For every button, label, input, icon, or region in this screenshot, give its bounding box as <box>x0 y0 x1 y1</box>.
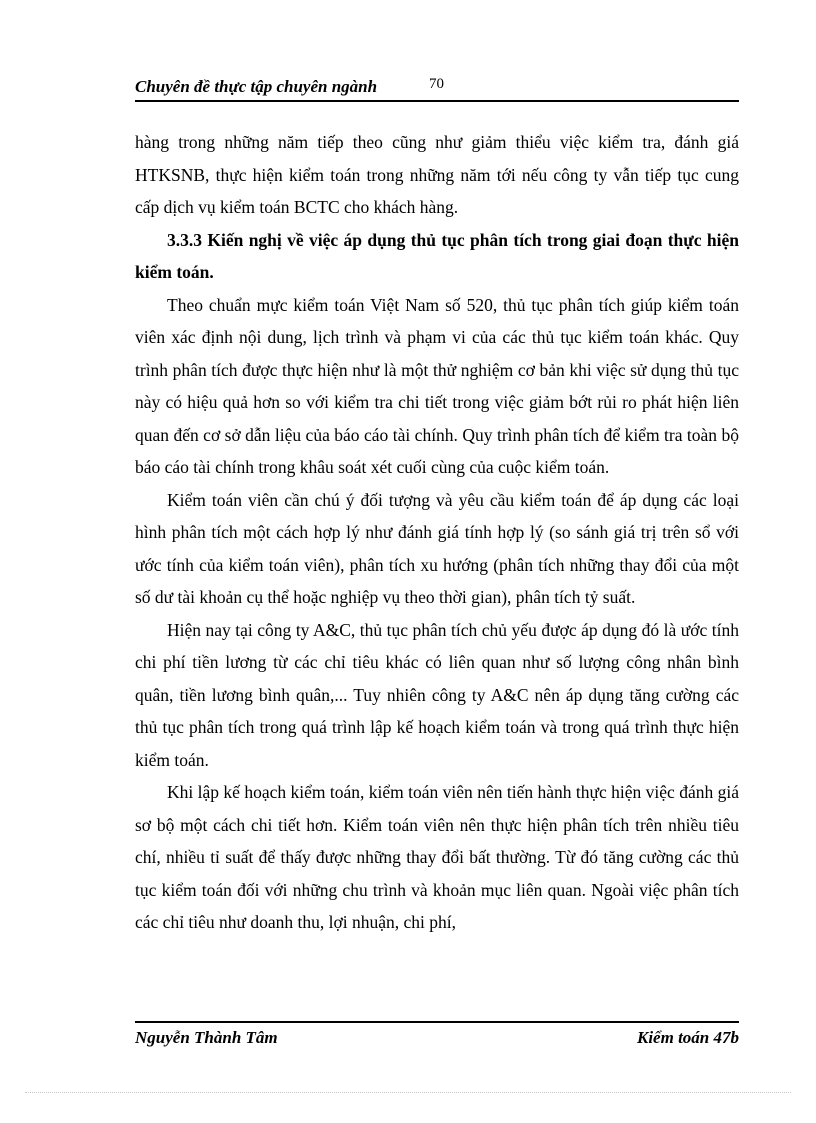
page-header <box>135 74 739 102</box>
document-body <box>135 126 739 939</box>
header-title: Chuyên đề thực tập chuyên ngành <box>135 77 378 96</box>
paragraph-continuation: hàng trong những năm tiếp theo cũng như giảm thiểu việc kiểm tra, đánh giá HTKSNB, thực hiện kiểm toán trong những năm tới nếu công ty vẫn tiếp tục cung cấp dịch vụ kiểm toán BCTC cho khách hàng. <box>135 132 739 217</box>
paragraph: Kiểm toán viên cần chú ý đối tượng và yêu cầu kiểm toán để áp dụng các loại hình phân tích một cách hợp lý như đánh giá tính hợp lý (so sánh giá trị trên sổ với ước tính của kiểm toán viên), phân tích xu hướng (phân tích những thay đổi của một số dư tài khoản cụ thể hoặc nghiệp vụ theo thời gian), phân tích tỷ suất. <box>135 489 739 607</box>
paragraph: Hiện nay tại công ty A&C, thủ tục phân tích chủ yếu được áp dụng đó là ước tính chi phí tiền lương từ các chỉ tiêu khác có liên quan như số lượng công nhân bình quân, tiền lương bình quân,... Tuy nhiên công ty A&C nên áp dụng tăng cường các thủ tục phân tích trong quá trình lập kế hoạch kiểm toán và trong quá trình thực hiện kiểm toán. <box>135 619 739 770</box>
paragraph: Theo chuẩn mực kiểm toán Việt Nam số 520, thủ tục phân tích giúp kiểm toán viên xác định nội dung, lịch trình và phạm vi của các thủ tục kiểm toán khác. Quy trình phân tích được thực hiện như là một thử nghiệm cơ bản khi việc sử dụng thủ tục này có hiệu quả hơn so với kiểm tra chi tiết trong việc giảm bớt rủi ro phát hiện liên quan đến cơ sở dẫn liệu của báo cáo tài chính. Quy trình phân tích để kiểm tra toàn bộ báo cáo tài chính trong khâu soát xét cuối cùng của cuộc kiểm toán. <box>135 294 739 477</box>
footer-author: Nguyễn Thành Tâm <box>135 1028 278 1047</box>
section-heading: 3.3.3 Kiến nghị về việc áp dụng thủ tục phân tích trong giai đoạn thực hiện kiểm toán. <box>135 229 739 282</box>
page-footer <box>135 1021 739 1047</box>
page-edge-divider <box>25 1092 791 1093</box>
footer-department: Kiểm toán 47b <box>636 1028 739 1047</box>
page-number: 70 <box>429 76 444 92</box>
paragraph: Khi lập kế hoạch kiểm toán, kiểm toán viên nên tiến hành thực hiện việc đánh giá sơ bộ một cách chi tiết hơn. Kiểm toán viên nên thực hiện phân tích trên nhiều tiêu chí, nhiều tỉ suất để thấy được những thay đổi bất thường. Từ đó tăng cường các thủ tục kiểm toán đối với những chu trình và khoản mục liên quan. Ngoài việc phân tích các chỉ tiêu như doanh thu, lợi nhuận, chi phí, <box>135 782 739 932</box>
